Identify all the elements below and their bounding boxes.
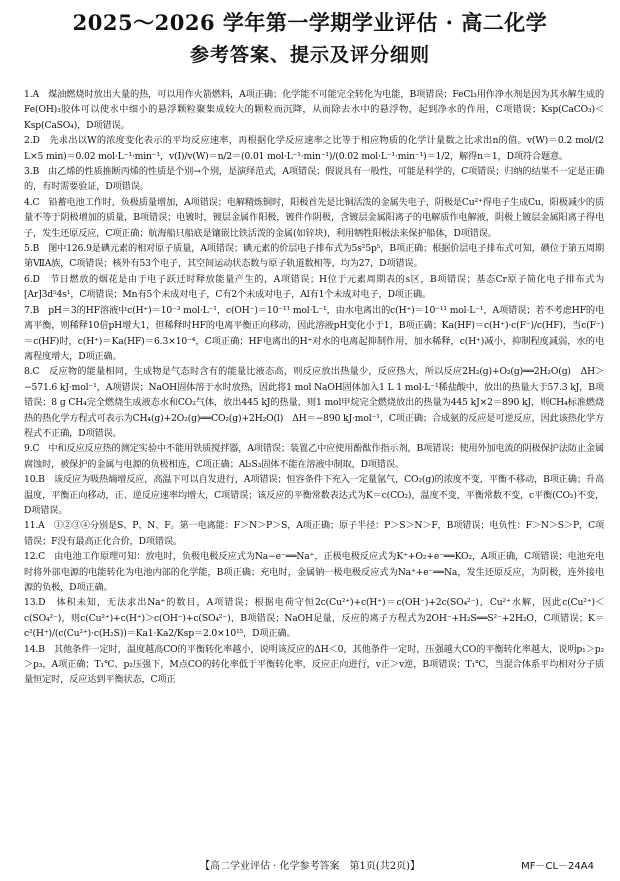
answer-item-4: 4.C 铅蓄电池工作时，负极质量增加，A项错误；电解精炼铜时，阳极首先是比铜活泼的金属失电子，阴极是Cu²⁺得电子生成Cu，阳极减少的质量不等于阴极增加的质量，B项错误；电镀时，镀层金属作阳极，镀件作阴极，含镀层金属阳离子的电解质作电解液，阴极上镀层金属阳离子得电子，发生还原反应，C项正确；航海船只船底是镶嵌比铁活泼的金属(如锌块)，利用牺牲阳极法来保护船体，D项错误。 bbox=[24, 196, 604, 239]
answer-item-10: 10.B 该反应为吸热熵增反应，高温下可以自发进行，A项错误；恒容条件下充入一定量氩气，CO₂(g)的浓度不变，平衡不移动，B项正确；升高温度，平衡正向移动，正、逆反应速率均增大，C项错误；该反应的平衡常数表达式为K＝c(CO₂)，温度不变，平衡常数不变，c平衡(CO₂)不变，D项错误。 bbox=[24, 474, 604, 516]
answer-item-13: 13.D 体积未知，无法求出Na⁺的数目，A项错误；根据电荷守恒2c(Cu²⁺)+c(H⁺)＝c(OH⁻)+2c(SO₄²⁻)，Cu²⁺水解，因此c(Cu²⁺)＜c(SO₄²⁻)，则c(Cu²⁺)+c(H⁺)＞c(OH⁻)+c(SO₄²⁻)，B项错误；NaOH足量，反应的离子方程式为2OH⁻+H₂S══S²⁻+2H₂O，C项错误；K＝c²(H⁺)/(c(Cu²⁺)·c(H₂S))＝Ka1·Ka2/Ksp＝2.0×10¹⁵，D项正确。 bbox=[24, 597, 604, 640]
footer-code: MF－CL－24A4 bbox=[521, 861, 594, 872]
answer-item-14: 14.B 其他条件一定时，温度越高CO的平衡转化率越小，说明该反应的ΔH＜0，其他条件一定时，压强越大CO的平衡转化率越大，说明p₁＞p₂＞p₃，A项正确；T₁℃、p₂压强下，M点CO的转化率低于平衡转化率，反应正向进行，v正＞v逆，B项错误；T₁℃，当混合体系平均相对分子质量恒定时，反应达到平衡状态，C项正 bbox=[24, 643, 604, 686]
page-footer bbox=[0, 857, 620, 873]
answer-item-6: 6.D 节日燃放的烟花是由于电子跃迁时释放能量产生的，A项错误；H位于元素周期表的s区，B项错误；基态Cr原子简化电子排布式为[Ar]3d⁵4s¹，C项错误；Mn有5个未成对电子，C有2个未成对电子，Al有1个未成对电子，D项正确。 bbox=[24, 273, 604, 301]
footer-page-label: 【高二学业评估 · 化学参考答案 第1页(共2页)】 bbox=[199, 861, 421, 872]
answer-item-2: 2.D 先求出以W的浓度变化表示的平均反应速率，再根据化学反应速率之比等于相应物质的化学计量数之比求出n的值。v(W)＝0.2 mol/(2 L×5 min)＝0.02 mol·L⁻¹·min⁻¹，v(Ⅰ)/v(W)＝n/2＝(0.01 mol·L⁻¹·min⁻¹)/(0.02 mol·L⁻¹·min⁻¹)＝1/2，解得n＝1，D项符合题意。 bbox=[24, 135, 604, 162]
answer-item-7: 7.B pH＝3的HF溶液中c(H⁺)＝10⁻³ mol·L⁻¹，c(OH⁻)＝10⁻¹¹ mol·L⁻¹，由水电离出的c(H⁺)＝10⁻¹¹ mol·L⁻¹，A项错误；若不考虑HF的电离平衡，则稀释10倍pH增大1，但稀释时HF的电离平衡正向移动，因此溶液pH变化小于1，B项正确；Ka(HF)＝c(H⁺)·c(F⁻)/c(HF)，当c(F⁻)＝c(HF)时，c(H⁺)＝Ka(HF)＝6.3×10⁻⁴，C项正确；HF电离出的H⁺对水的电离起抑制作用，加水稀释，c(H⁺)减小，抑制程度减弱，水的电离程度增大，D项正确。 bbox=[24, 304, 604, 362]
answer-item-9: 9.C 中和反应反应热的测定实验中不能用铁质搅拌器，A项错误；装置乙中应使用酚酞作指示剂，B项错误；使用外加电流的阴极保护法防止金属腐蚀时，被保护的金属与电源的负极相连，C项正确；Al₂S₃固体不能在溶液中制取，D项错误。 bbox=[24, 443, 604, 470]
answer-item-1: 1.A 煤油燃烧时放出大量的热，可以用作火箭燃料，A项正确；化学能不可能完全转化为电能，B项错误；FeCl₃用作净水剂是因为其水解生成的Fe(OH)₃胶体可以使水中细小的悬浮颗粒聚集成较大的颗粒而沉降，从而除去水中的悬浮物，起到净水的作用，C项错误；Ksp(CaCO₃)＜Ksp(CaSO₄)，D项错误。 bbox=[24, 89, 604, 131]
answer-item-11: 11.A ①②③④分别是S、P、N、F。第一电离能：F＞N＞P＞S，A项正确；原子半径：P＞S＞N＞F，B项错误；电负性：F＞N＞S＞P，C项错误；F没有最高正化合价，D项错误。 bbox=[24, 520, 604, 547]
answer-item-12: 12.C 由电池工作原理可知：放电时，负极电极反应式为Na−e⁻══Na⁺，正极电极反应式为K⁺+O₂+e⁻══KO₂，A项正确，C项错误；电池充电时将外部电源的电能转化为电池内部的化学能，B项正确；充电时，金属钠一极电极反应式为Na⁺+e⁻══Na，发生还原反应，为阴极，连外接电源的负极，D项正确。 bbox=[24, 551, 604, 593]
page-title: 2025～2026 学年第一学期学业评估 · 高二化学 bbox=[72, 10, 548, 35]
answer-item-8: 8.C 反应物的能量相同，生成物是气态时含有的能量比液态高，则反应放出热量少，反应热大，所以反应2H₂(g)+O₂(g)══2H₂O(g) ΔH＞−571.6 kJ·mol⁻¹，A项错误；NaOH固体溶于水时放热，因此将1 mol NaOH固体加入1 L 1 mol·L⁻¹稀盐酸中，放出的热量大于57.3 kJ，B项错误；8 g CH₄完全燃烧生成液态水和CO₂气体，放出445 kJ的热量，则1 mol甲烷完全燃烧放出的热量为445 kJ×2＝890 kJ，则CH₄标准燃烧热的热化学方程式可表示为CH₄(g)+2O₂(g)══CO₂(g)+2H₂O(l) ΔH＝−890 kJ·mol⁻¹，C项正确；合成氨的反应是可逆反应，因此该热化学方程式不正确，D项错误。 bbox=[24, 366, 604, 439]
answer-list bbox=[24, 87, 604, 688]
answer-item-5: 5.B 图中126.9是碘元素的相对原子质量，A项错误；碘元素的价层电子排布式为5s²5p⁵，B项正确；根据价层电子排布式可知，碘位于第五周期第ⅦA族，C项错误；核外有53个电子，其空间运动状态数与原子轨道数相等，均为27，D项错误。 bbox=[24, 243, 604, 270]
answer-item-3: 3.B 由乙烯的性质推断丙烯的性质是个别→个别，是演绎范式，A项错误；假说具有一般性，可能是科学的，C项错误；归纳的结果不一定是正确的，有时需要验证，D项错误。 bbox=[24, 166, 604, 193]
page-subtitle: 参考答案、提示及评分细则 bbox=[189, 44, 430, 66]
